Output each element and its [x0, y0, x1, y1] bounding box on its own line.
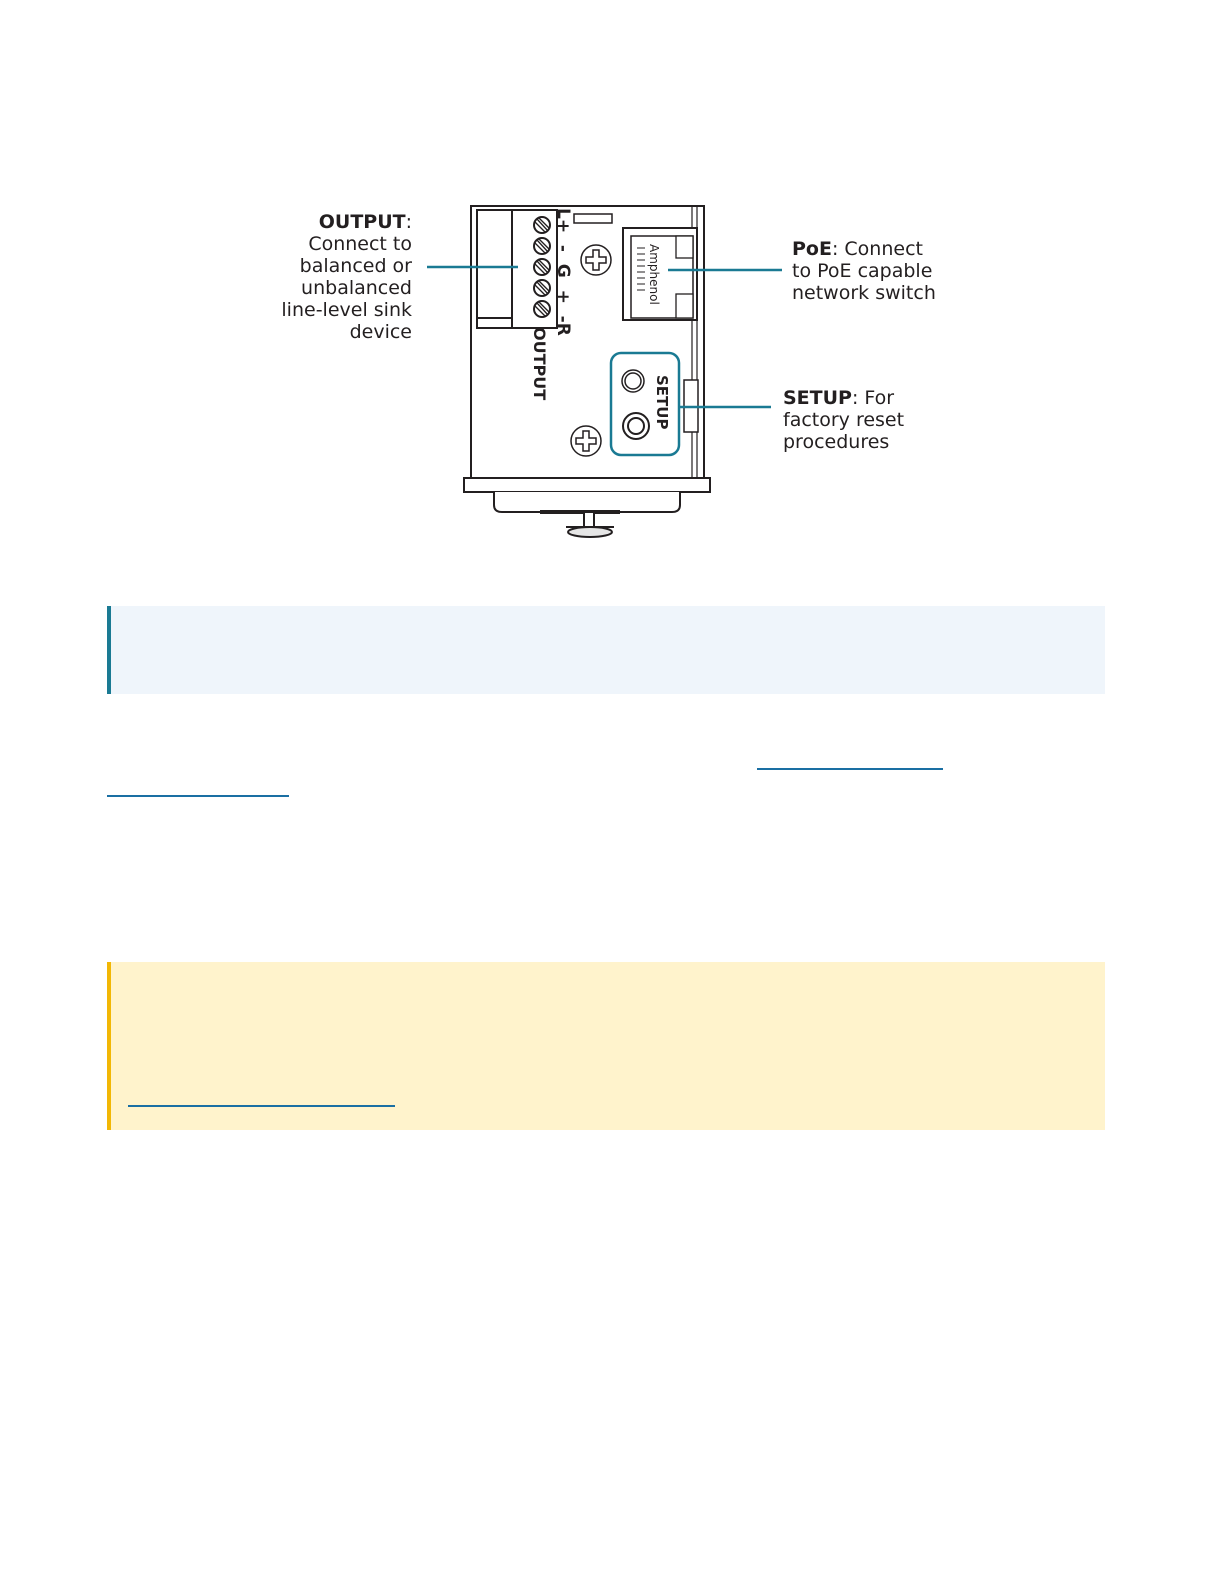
setup-callout-line: factory reset [783, 409, 905, 431]
port-brand-label: Amphenol [647, 244, 661, 305]
mounting-screw [571, 426, 601, 456]
device-rear-panel-diagram [0, 0, 1224, 600]
poe-callout-title: PoE [792, 238, 832, 260]
terminal-screw [534, 259, 550, 275]
setup-callout-title: SETUP [783, 387, 852, 409]
output-callout-line: balanced or [299, 255, 412, 277]
info-note-box [107, 606, 1105, 694]
setup-button [623, 413, 649, 439]
setup-led [622, 370, 644, 392]
setup-device-label: SETUP [653, 375, 671, 430]
output-callout-title: OUTPUT [318, 211, 406, 233]
terminal-screw [534, 301, 550, 317]
terminal-pin-labels: L+ - G + -R [553, 208, 573, 336]
output-callout-line: Connect to [308, 233, 412, 255]
setup-callout [783, 387, 904, 453]
hyperlink-underline[interactable] [757, 768, 943, 770]
poe-callout-line: network switch [792, 282, 936, 304]
terminal-screw [534, 217, 550, 233]
poe-callout-first-line: : Connect [831, 238, 923, 260]
setup-callout-line: procedures [783, 431, 890, 453]
poe-callout-line: to PoE capable [792, 260, 933, 282]
mounting-screw [581, 245, 611, 275]
output-callout-line: device [349, 321, 412, 343]
output-callout: OUTPUT: Connect to balanced or unbalanced line-level sink device [270, 211, 412, 343]
terminal-screw [534, 280, 550, 296]
poe-callout [792, 238, 936, 304]
output-callout-line: line-level sink [281, 299, 412, 321]
setup-callout-first-line: : For [851, 387, 895, 409]
hyperlink-underline[interactable] [107, 795, 289, 797]
hyperlink-underline[interactable] [128, 1105, 395, 1107]
output-callout-line: unbalanced [301, 277, 412, 299]
terminal-screw [534, 238, 550, 254]
output-terminal-block [477, 210, 557, 328]
output-device-label: OUTPUT [530, 327, 549, 401]
